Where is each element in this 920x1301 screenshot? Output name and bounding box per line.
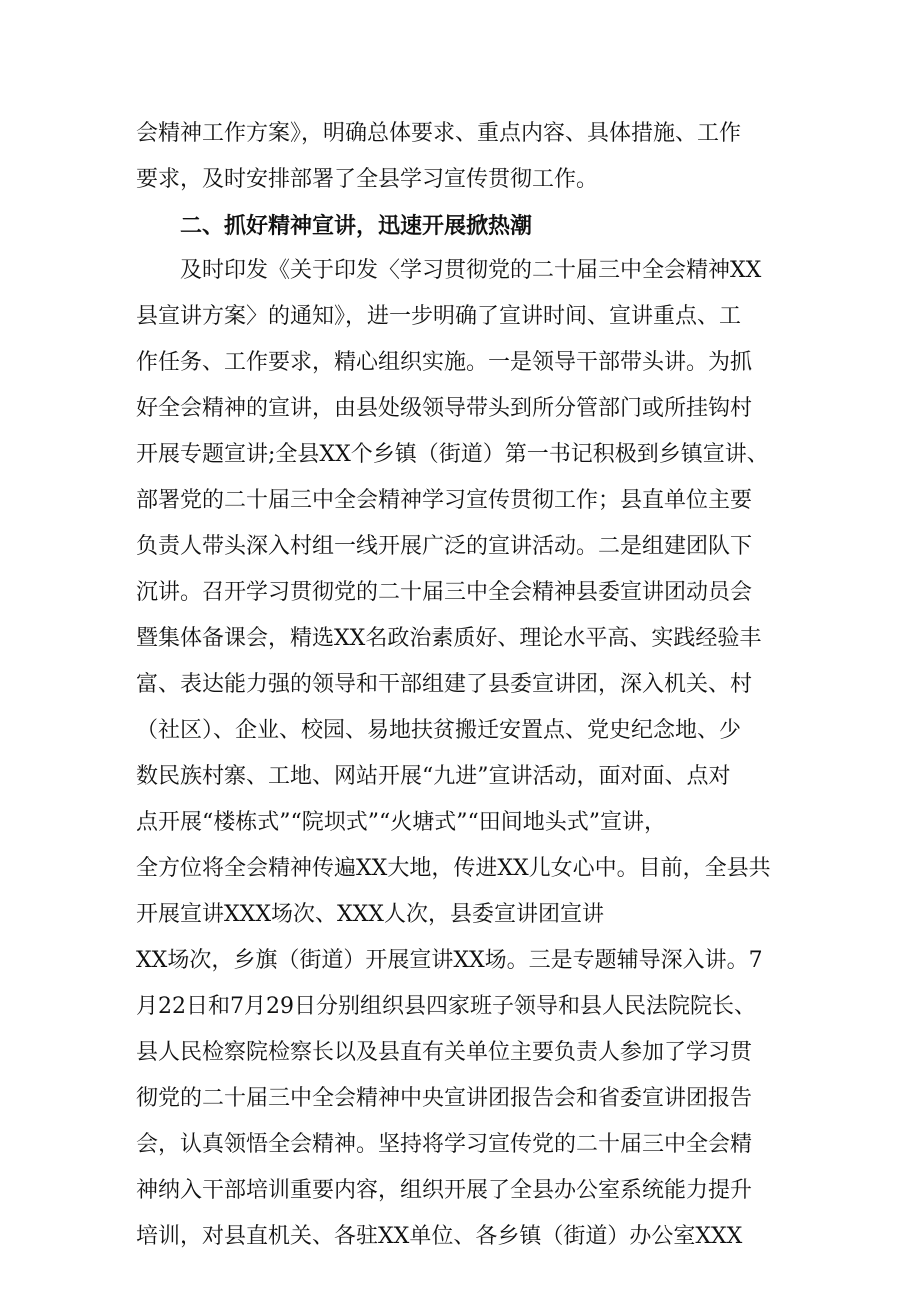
text-line: 全方位将全会精神传遍XX大地，传进XX儿女心中。目前，全县共 [136,856,771,881]
text-line: 数民族村寨、工地、网站开展“九进”宣讲活动，面对面、点对 [136,764,731,789]
text-line: 神纳入干部培训重要内容，组织开展了全县办公室系统能力提升 [136,1178,753,1203]
text-line: 月22日和7月29日分别组织县四家班子领导和县人民法院院长、 [136,994,756,1019]
text-line: 培训，对县直机关、各驻XX单位、各乡镇（街道）办公室XXX [136,1224,743,1249]
text-line: 富、表达能力强的领导和干部组建了县委宣讲团，深入机关、村 [136,672,753,697]
text-line: 作任务、工作要求，精心组织实施。一是领导干部带头讲。为抓 [136,350,753,375]
text-line: 好全会精神的宣讲，由县处级领导带头到所分管部门或所挂钩村 [136,396,753,421]
text-line: XX场次，乡旗（街道）开展宣讲XX场。三是专题辅导深入讲。7 [136,948,763,973]
text-line: 点开展“楼栋式”“院坝式”“火塘式”“田间地头式”宣讲， [136,810,666,835]
text-line: 暨集体备课会，精选XX名政治素质好、理论水平高、实践经验丰 [136,626,762,651]
text-line: 沉讲。召开学习贯彻党的二十届三中全会精神县委宣讲团动员会 [136,580,753,605]
text-line: 及时印发《关于印发〈学习贯彻党的二十届三中全会精神XX [180,258,762,283]
text-line: 要求，及时安排部署了全县学习宣传贯彻工作。 [136,167,599,192]
text-line: 负责人带头深入村组一线开展广泛的宣讲活动。二是组建团队下 [136,534,753,559]
section-heading: 二、抓好精神宣讲，迅速开展掀热潮 [180,214,533,239]
text-line: 彻党的二十届三中全会精神中央宣讲团报告会和省委宣讲团报告 [136,1086,753,1111]
text-line: 会，认真领悟全会精神。坚持将学习宣传党的二十届三中全会精 [136,1132,753,1157]
text-line: 开展宣讲XXX场次、XXX人次，县委宣讲团宣讲 [136,902,604,927]
text-line: 开展专题宣讲;全县XX个乡镇（街道）第一书记积极到乡镇宣讲、 [136,442,769,467]
text-line: （社区）、企业、校园、易地扶贫搬迁安置点、党史纪念地、少 [136,718,742,743]
text-line: 部署党的二十届三中全会精神学习宣传贯彻工作；县直单位主要 [136,488,753,513]
text-line: 县宣讲方案〉的通知》，进一步明确了宣讲时间、宣讲重点、工 [136,304,742,329]
text-line: 县人民检察院检察长以及县直有关单位主要负责人参加了学习贯 [136,1040,753,1065]
text-line: 会精神工作方案》，明确总体要求、重点内容、具体措施、工作 [136,121,742,146]
